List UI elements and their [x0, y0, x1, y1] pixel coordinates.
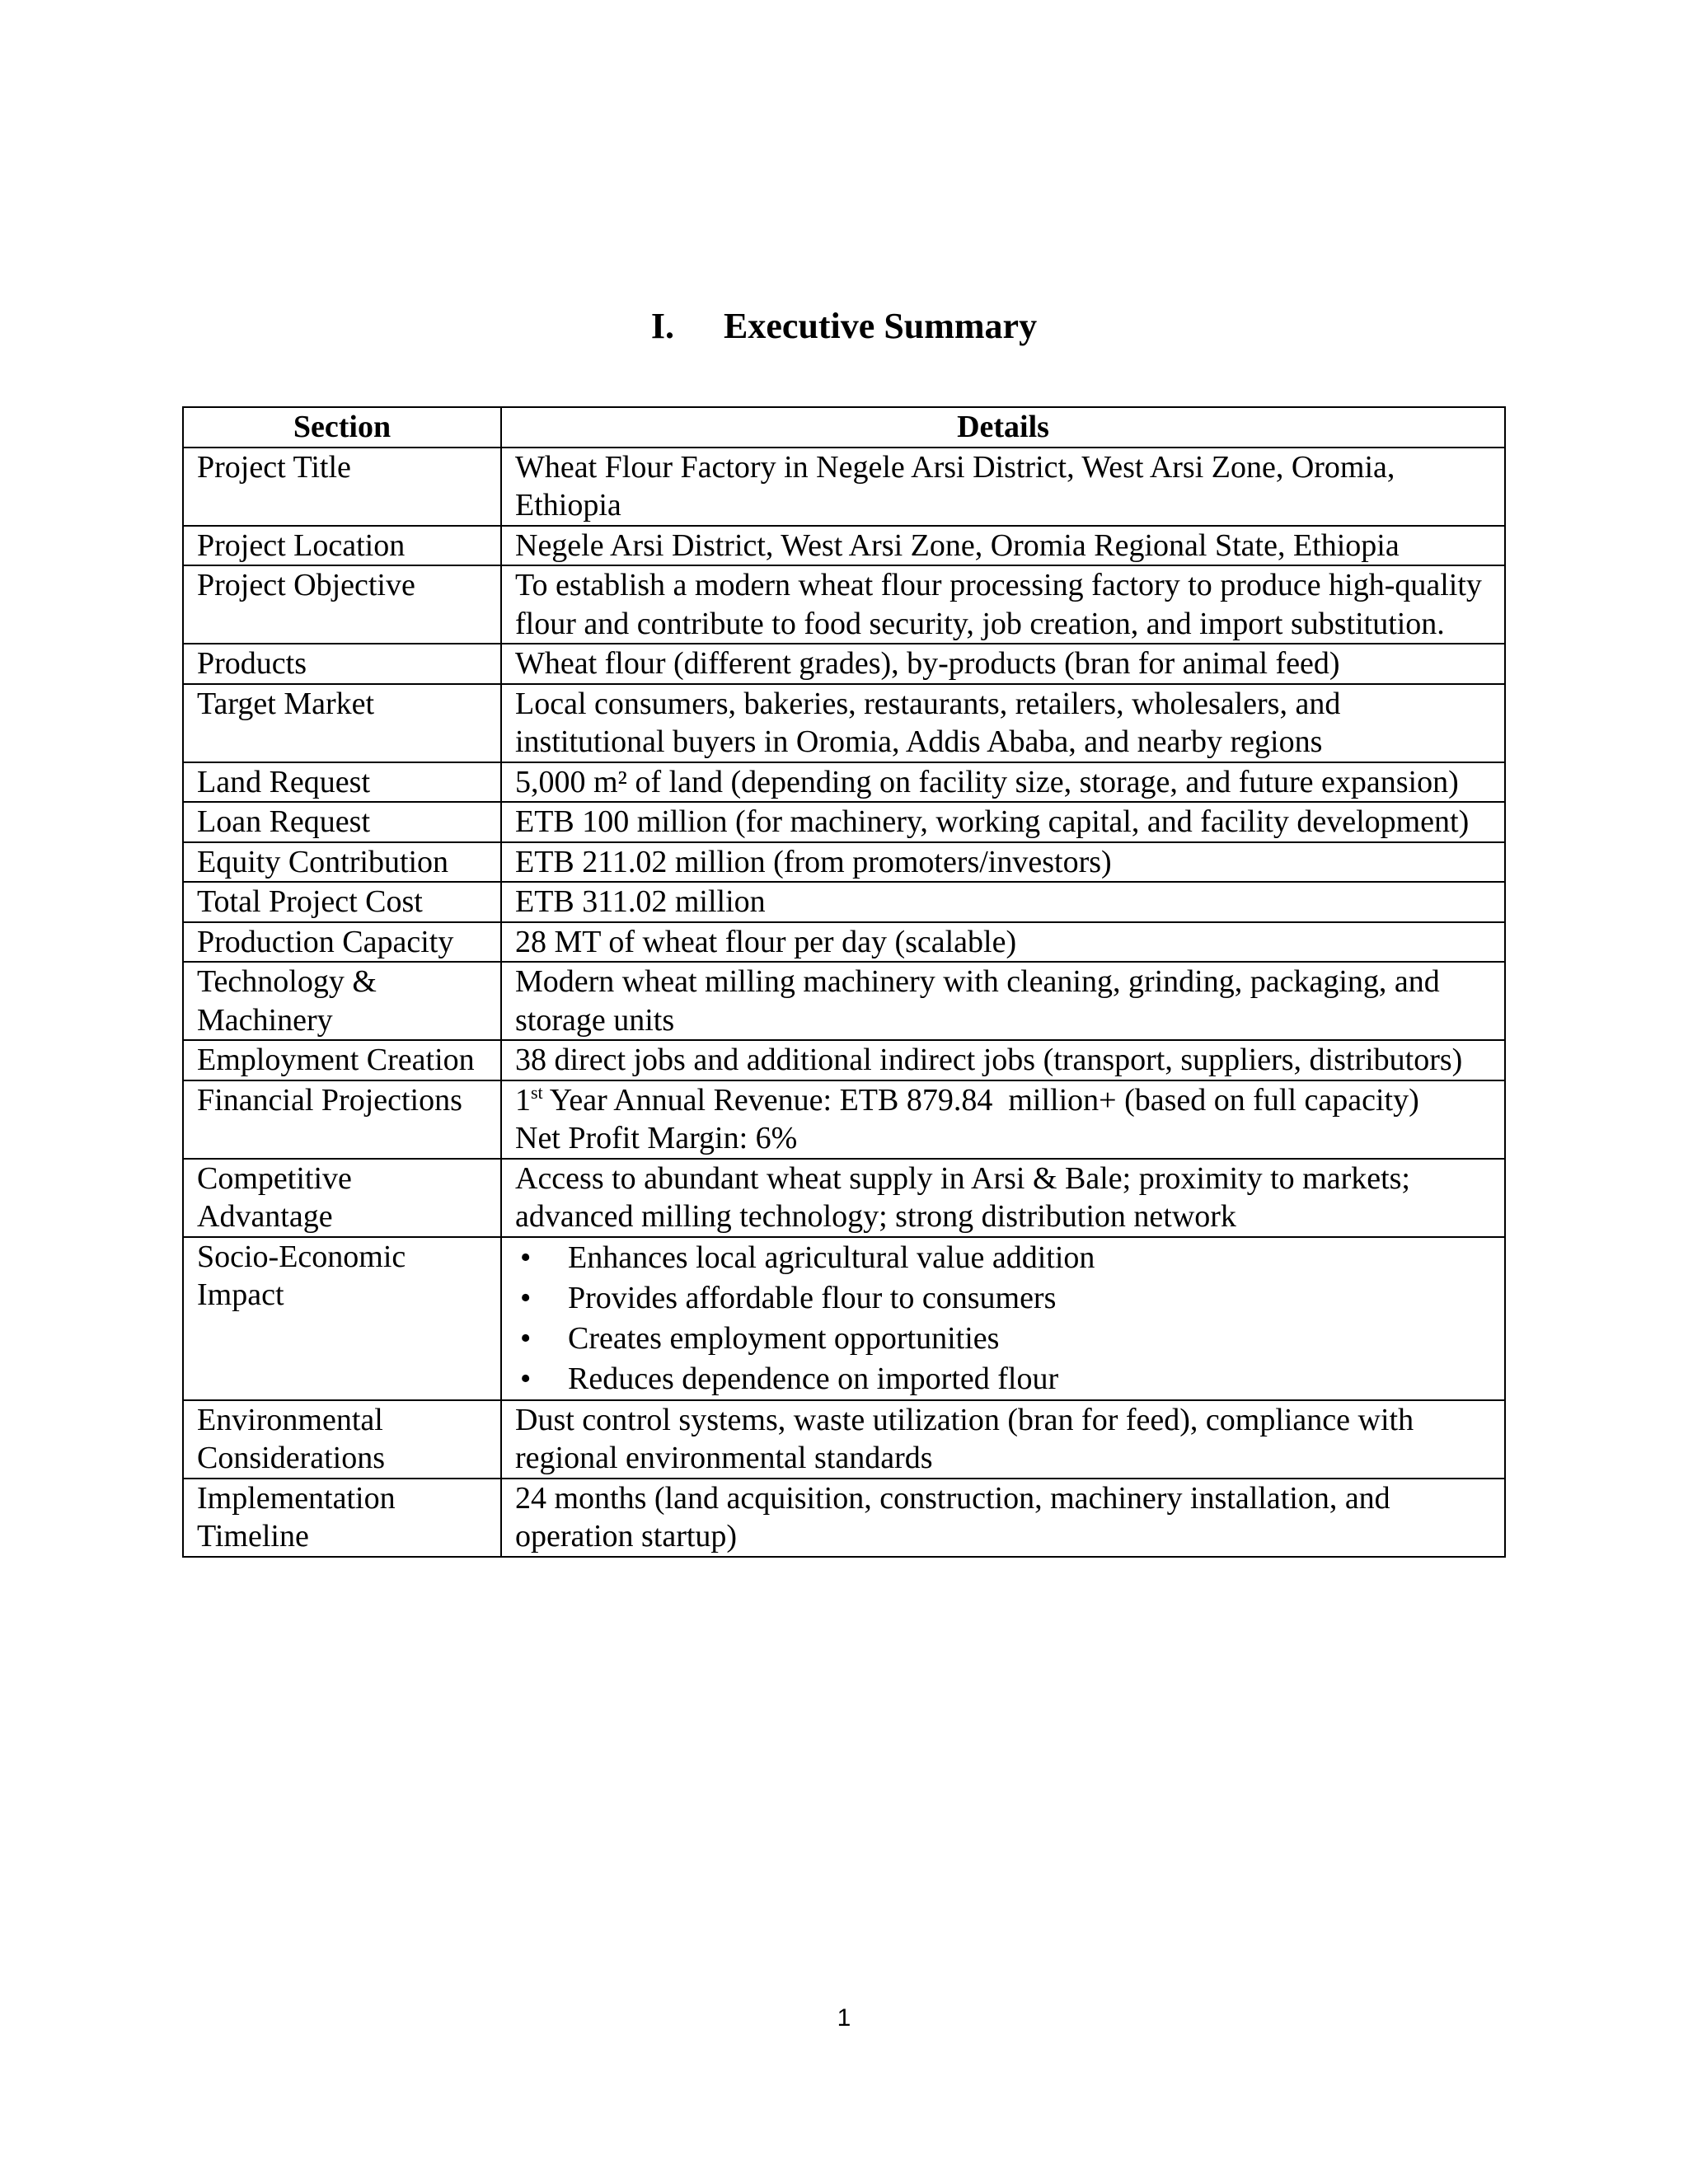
header-section: Section — [183, 407, 501, 448]
row-section: Project Location — [183, 526, 501, 566]
row-details — [501, 1080, 1505, 1159]
row-section: Project Title — [183, 448, 501, 526]
table-row — [183, 762, 1505, 803]
row-section: Total Project Cost — [183, 882, 501, 922]
table-row — [183, 882, 1505, 922]
table-row — [183, 644, 1505, 684]
table-row — [183, 1479, 1505, 1557]
table-row — [183, 1400, 1505, 1479]
row-section: Products — [183, 644, 501, 684]
row-details: Access to abundant wheat supply in Arsi & Bale; proximity to markets; advanced milling technology; strong distribution network — [501, 1159, 1505, 1237]
ordinal-number: 1 — [515, 1082, 531, 1118]
row-section: Competitive Advantage — [183, 1159, 501, 1237]
table-row — [183, 1080, 1505, 1159]
bullet-item: • Enhances local agricultural value addition — [515, 1238, 1491, 1278]
financial-margin-line: Net Profit Margin: 6% — [515, 1121, 798, 1155]
row-section: Implementation Timeline — [183, 1479, 501, 1557]
header-details: Details — [501, 407, 1505, 448]
table-row — [183, 1237, 1505, 1400]
row-details: ETB 211.02 million (from promoters/investors) — [501, 842, 1505, 883]
row-details: Dust control systems, waste utilization (bran for feed), compliance with regional environmental standards — [501, 1400, 1505, 1479]
row-section: Production Capacity — [183, 922, 501, 963]
row-details: Local consumers, bakeries, restaurants, retailers, wholesalers, and institutional buyers in Oromia, Addis Ababa, and nearby regions — [501, 684, 1505, 762]
table-row — [183, 1159, 1505, 1237]
table-row — [183, 962, 1505, 1040]
table-row — [183, 922, 1505, 963]
table-header-row — [183, 407, 1505, 448]
row-details: Modern wheat milling machinery with cleaning, grinding, packaging, and storage units — [501, 962, 1505, 1040]
row-section: Land Request — [183, 762, 501, 803]
row-details: 5,000 m² of land (depending on facility size, storage, and future expansion) — [501, 762, 1505, 803]
row-details: 38 direct jobs and additional indirect jobs (transport, suppliers, distributors) — [501, 1040, 1505, 1080]
revenue-text: Year Annual Revenue: ETB 879.84 million+ (based on full capacity) — [542, 1082, 1419, 1118]
row-section: Equity Contribution — [183, 842, 501, 883]
table-row — [183, 448, 1505, 526]
row-details: Wheat Flour Factory in Negele Arsi District, West Arsi Zone, Oromia, Ethiopia — [501, 448, 1505, 526]
row-section: Employment Creation — [183, 1040, 501, 1080]
row-section: Socio-Economic Impact — [183, 1237, 501, 1400]
table-row — [183, 802, 1505, 842]
bullet-item: • Creates employment opportunities — [515, 1319, 1491, 1359]
table-row — [183, 565, 1505, 644]
executive-summary-table — [182, 406, 1506, 1558]
row-details — [501, 1237, 1505, 1400]
table-row — [183, 842, 1505, 883]
table-row — [183, 684, 1505, 762]
page-number: 1 — [837, 2004, 851, 2032]
table-row — [183, 1040, 1505, 1080]
row-section: Project Objective — [183, 565, 501, 644]
financial-revenue-line — [515, 1081, 1491, 1120]
row-section: Financial Projections — [183, 1080, 501, 1159]
row-details: Wheat flour (different grades), by-products (bran for animal feed) — [501, 644, 1505, 684]
table-row — [183, 526, 1505, 566]
row-section: Technology & Machinery — [183, 962, 501, 1040]
row-section: Target Market — [183, 684, 501, 762]
row-details: 24 months (land acquisition, construction, machinery installation, and operation startup) — [501, 1479, 1505, 1557]
heading-number: I. — [650, 306, 675, 346]
row-details: ETB 311.02 million — [501, 882, 1505, 922]
row-details: To establish a modern wheat flour processing factory to produce high-quality flour and contribute to food security, job creation, and import substitution. — [501, 565, 1505, 644]
row-details: ETB 100 million (for machinery, working capital, and facility development) — [501, 802, 1505, 842]
row-details: 28 MT of wheat flour per day (scalable) — [501, 922, 1505, 963]
bullet-item: • Reduces dependence on imported flour — [515, 1359, 1491, 1399]
row-details: Negele Arsi District, West Arsi Zone, Oromia Regional State, Ethiopia — [501, 526, 1505, 566]
ordinal-suffix: st — [531, 1081, 543, 1103]
page-heading — [0, 305, 1688, 347]
bullet-item: • Provides affordable flour to consumers — [515, 1278, 1491, 1319]
row-section: Environmental Considerations — [183, 1400, 501, 1479]
heading-title: Executive Summary — [724, 306, 1038, 346]
impact-bullet-list — [515, 1238, 1491, 1399]
row-section: Loan Request — [183, 802, 501, 842]
